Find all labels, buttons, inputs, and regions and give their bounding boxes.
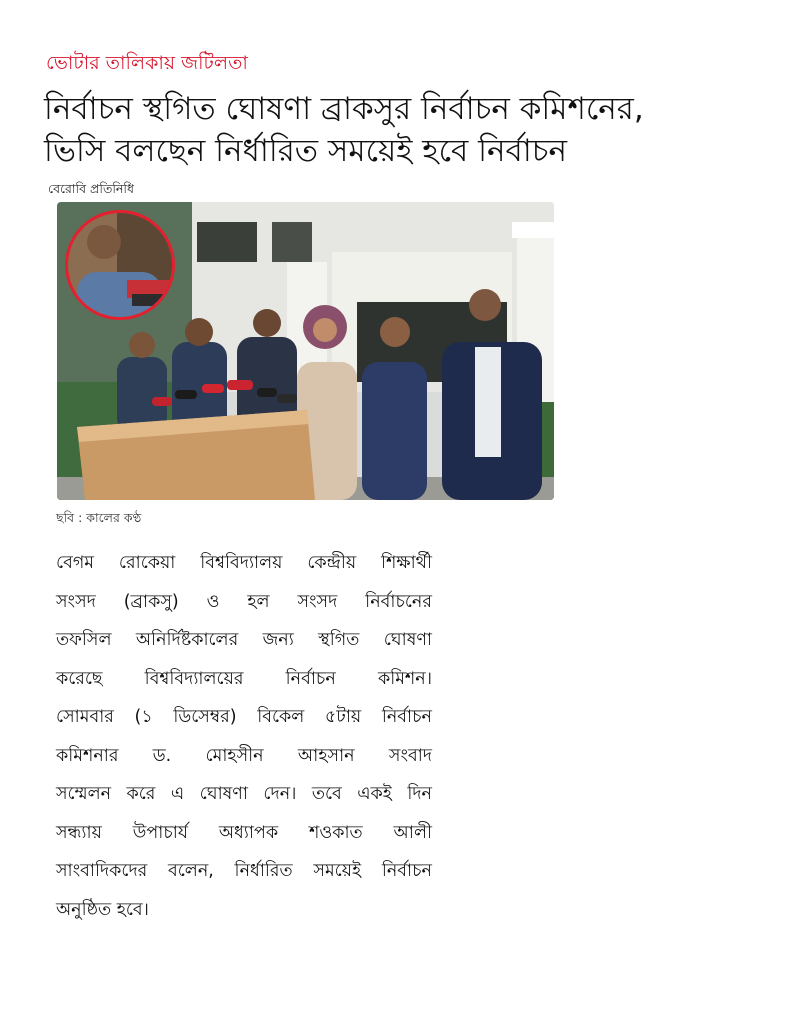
article-photo (57, 202, 554, 500)
body-line: অনুষ্ঠিত হবে। (56, 899, 149, 920)
body-line: করেছে বিশ্ববিদ্যালয়ের নির্বাচন কমিশন। (56, 668, 432, 689)
body-line: সন্ধ্যায় উপাচার্য অধ্যাপক শওকাত আলী (56, 822, 432, 843)
body-line: তফসিল অনির্দিষ্টকালের জন্য স্থগিত ঘোষণা (56, 630, 432, 650)
body-line: সংসদ (ব্রাকসু) ও হল সংসদ নির্বাচনের (56, 591, 432, 612)
body-line: কমিশনার ড. মোহসীন আহসান সংবাদ (56, 745, 432, 766)
byline: বেরোবি প্রতিনিধি (48, 181, 134, 196)
headline-line[interactable]: নির্বাচন স্থগিত ঘোষণা ব্রাকসুর নির্বাচন কমিশনের, (44, 91, 644, 127)
kicker-label[interactable]: ভোটার তালিকায় জটিলতা (46, 52, 248, 74)
body-line: সম্মেলন করে এ ঘোষণা দেন। তবে একই দিন (56, 784, 432, 804)
article-body (56, 544, 432, 929)
body-line: সাংবাদিকদের বলেন, নির্ধারিত সময়েই নির্বাচন (56, 861, 432, 881)
photo-caption: ছবি : কালের কণ্ঠ (56, 510, 142, 525)
body-line: সোমবার (১ ডিসেম্বর) বিকেল ৫টায় নির্বাচন (56, 707, 432, 727)
headline-line[interactable]: ভিসি বলছেন নির্ধারিত সময়েই হবে নির্বাচন (44, 133, 567, 169)
headline[interactable] (44, 88, 744, 172)
body-line: বেগম রোকেয়া বিশ্ববিদ্যালয় কেন্দ্রীয় শিক্ষার্থী (56, 553, 432, 573)
